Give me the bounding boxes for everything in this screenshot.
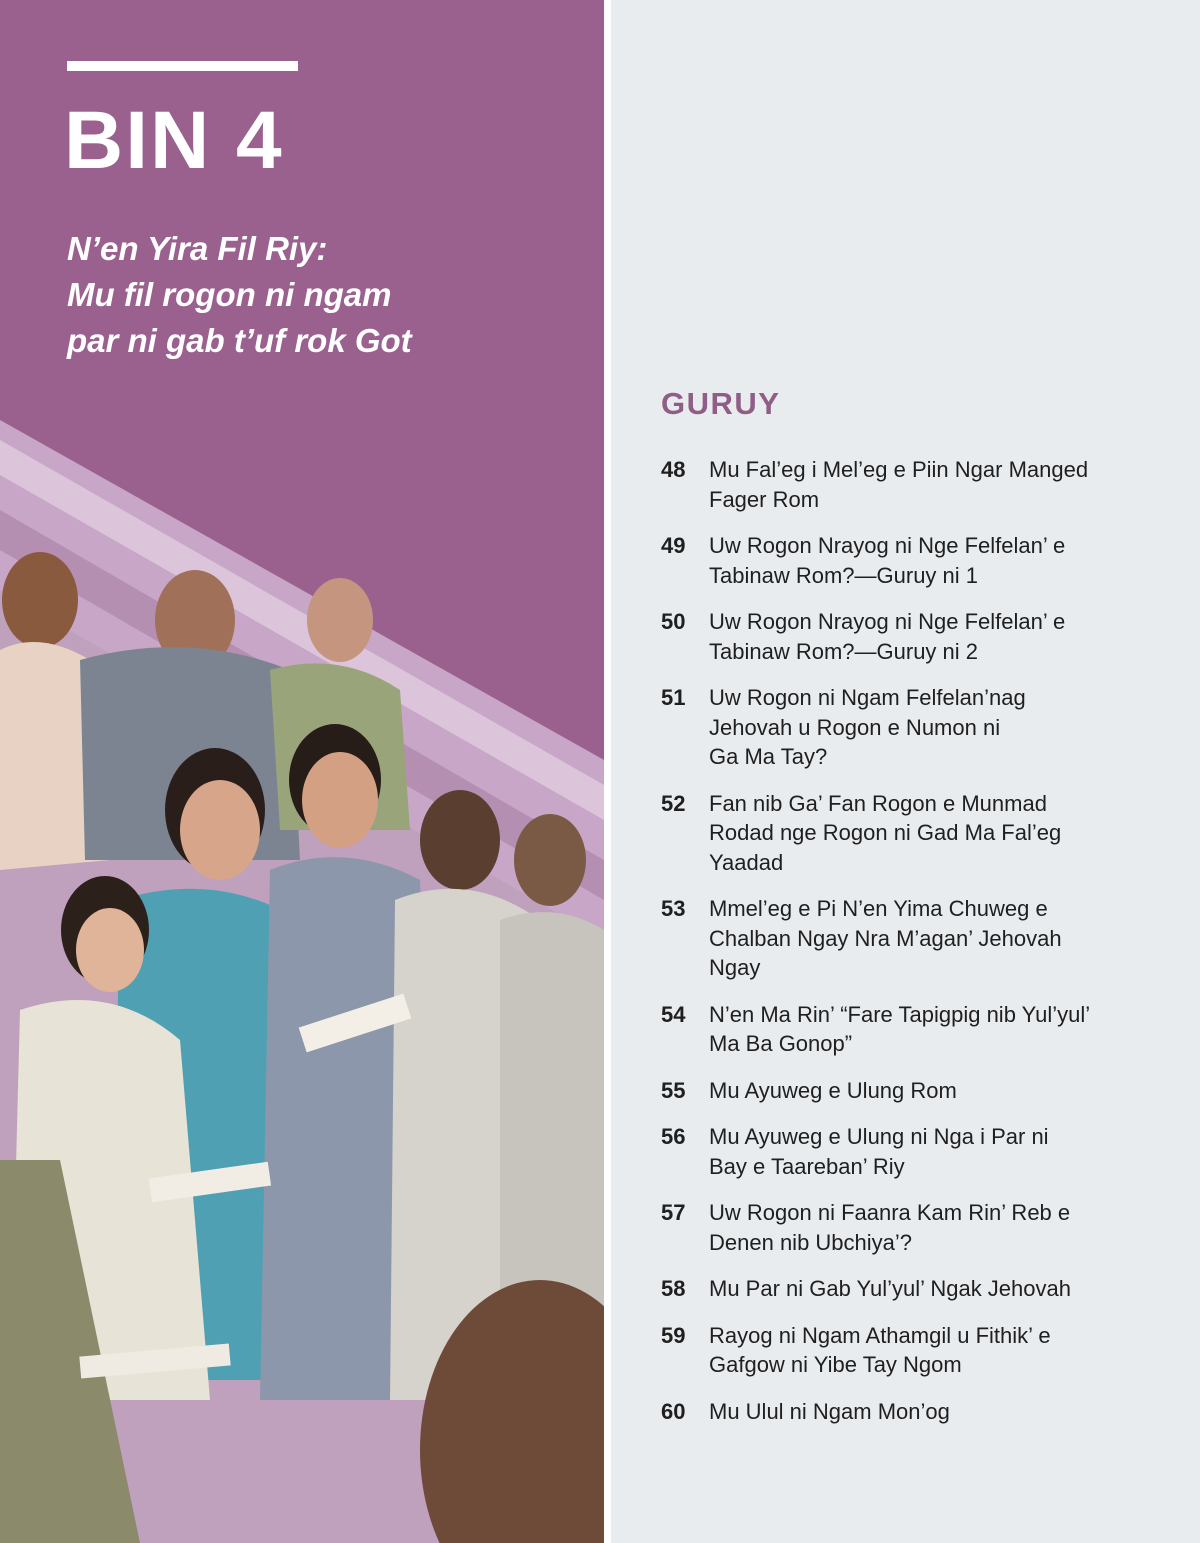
lesson-number: 53 [661, 896, 686, 921]
lesson-title-line: Uw Rogon Nrayog ni Nge Felfelan’ e [709, 609, 1066, 634]
panel-divider [604, 0, 611, 1543]
lesson-number: 57 [661, 1200, 686, 1225]
lesson-item[interactable] [661, 1321, 1181, 1380]
lesson-title-line: Denen nib Ubchiya’? [709, 1229, 913, 1255]
lesson-title-line: Ngay [709, 955, 761, 980]
lesson-title-line: Uw Rogon Nrayog ni Nge Felfelan’ e [709, 533, 1066, 558]
lesson-title [709, 1274, 1071, 1304]
lesson-title-line: Mu Par ni Gab Yul’yul’ Ngak Jehovah [709, 1276, 1071, 1301]
lesson-item[interactable] [661, 1198, 1181, 1257]
lesson-list [661, 455, 1181, 1426]
lesson-item[interactable] [661, 683, 1181, 772]
lesson-title [709, 894, 1062, 983]
lesson-item[interactable] [661, 531, 1181, 590]
lesson-title-line: N’en Ma Rin’ “Fare Tapigpig nib Yul’yul’ [709, 1001, 1091, 1027]
lesson-title [709, 455, 1088, 514]
lesson-item[interactable] [661, 1122, 1181, 1181]
lesson-item[interactable] [661, 1274, 1181, 1304]
lesson-item[interactable] [661, 1397, 1181, 1427]
lesson-title-line: Mu Fal’eg i Mel’eg e Piin Ngar Manged [709, 457, 1089, 482]
lesson-title [709, 683, 1026, 772]
lesson-title [709, 531, 1065, 590]
lesson-title-line: Rayog ni Ngam Athamgil u Fithik’ e [709, 1322, 1051, 1348]
lesson-title-line: Rodad nge Rogon ni Gad Ma Fal’eg [709, 820, 1062, 845]
lesson-title [709, 789, 1061, 878]
lesson-number: 60 [661, 1398, 686, 1424]
lesson-title-line: Yaadad [709, 849, 784, 875]
lesson-title-line: Mu Ayuweg e Ulung Rom [709, 1077, 957, 1103]
lesson-item[interactable] [661, 1076, 1181, 1106]
lesson-title-line: Bay e Taareban’ Riy [709, 1153, 905, 1179]
lesson-item[interactable] [661, 894, 1181, 983]
lesson-title-line: Uw Rogon ni Faanra Kam Rin’ Reb e [709, 1200, 1071, 1225]
chapter-subtitle [67, 226, 587, 364]
lesson-title-line: Tabinaw Rom?—Guruy ni 2 [709, 638, 979, 664]
chapter-subtitle-line: Mu fil rogon ni ngam [67, 276, 392, 313]
lesson-title-line: Jehovah u Rogon e Numon ni [709, 714, 1001, 740]
lesson-number: 51 [661, 685, 686, 710]
lesson-number: 49 [661, 533, 686, 558]
lesson-title-line: Ga Ma Tay? [709, 744, 828, 769]
lesson-title [709, 1122, 1049, 1181]
lesson-number: 50 [661, 609, 686, 634]
lesson-title [709, 1076, 957, 1106]
lesson-number: 55 [661, 1077, 686, 1103]
lesson-title-line: Uw Rogon ni Ngam Felfelan’nag [709, 685, 1026, 710]
chapter-subtitle-line: N’en Yira Fil Riy: [67, 230, 328, 267]
lesson-title [709, 1198, 1070, 1257]
chapter-subtitle-line: par ni gab t’uf rok Got [67, 322, 412, 359]
lesson-item[interactable] [661, 455, 1181, 514]
title-rule [67, 61, 298, 71]
lesson-title-line: Ma Ba Gonop” [709, 1031, 853, 1056]
lesson-number: 54 [661, 1001, 686, 1027]
lesson-item[interactable] [661, 1000, 1181, 1059]
lesson-number: 56 [661, 1124, 686, 1149]
lesson-title-line: Mu Ulul ni Ngam Mon’og [709, 1398, 950, 1424]
chapter-title: BIN 4 [64, 95, 284, 186]
lesson-title-line: Gafgow ni Yibe Tay Ngom [709, 1352, 962, 1377]
lesson-title-line: Fan nib Ga’ Fan Rogon e Munmad [709, 790, 1047, 816]
congregation-illustration [0, 400, 604, 1543]
contents-panel [611, 0, 1200, 1543]
lesson-item[interactable] [661, 789, 1181, 878]
lesson-title-line: Tabinaw Rom?—Guruy ni 1 [709, 562, 979, 588]
lesson-title [709, 1397, 950, 1427]
lesson-title [709, 1000, 1090, 1059]
lesson-number: 52 [661, 790, 686, 816]
lesson-item[interactable] [661, 607, 1181, 666]
lesson-number: 58 [661, 1276, 686, 1301]
lesson-title-line: Chalban Ngay Nra M’agan’ Jehovah [709, 925, 1062, 951]
lesson-title-line: Fager Rom [709, 486, 820, 512]
lesson-title [709, 1321, 1051, 1380]
lesson-number: 48 [661, 457, 686, 482]
lesson-title [709, 607, 1065, 666]
lessons-heading: GURUY [661, 386, 781, 421]
lesson-number: 59 [661, 1322, 686, 1348]
lesson-title-line: Mmel’eg e Pi N’en Yima Chuweg e [709, 896, 1048, 921]
lesson-title-line: Mu Ayuweg e Ulung ni Nga i Par ni [709, 1124, 1049, 1149]
